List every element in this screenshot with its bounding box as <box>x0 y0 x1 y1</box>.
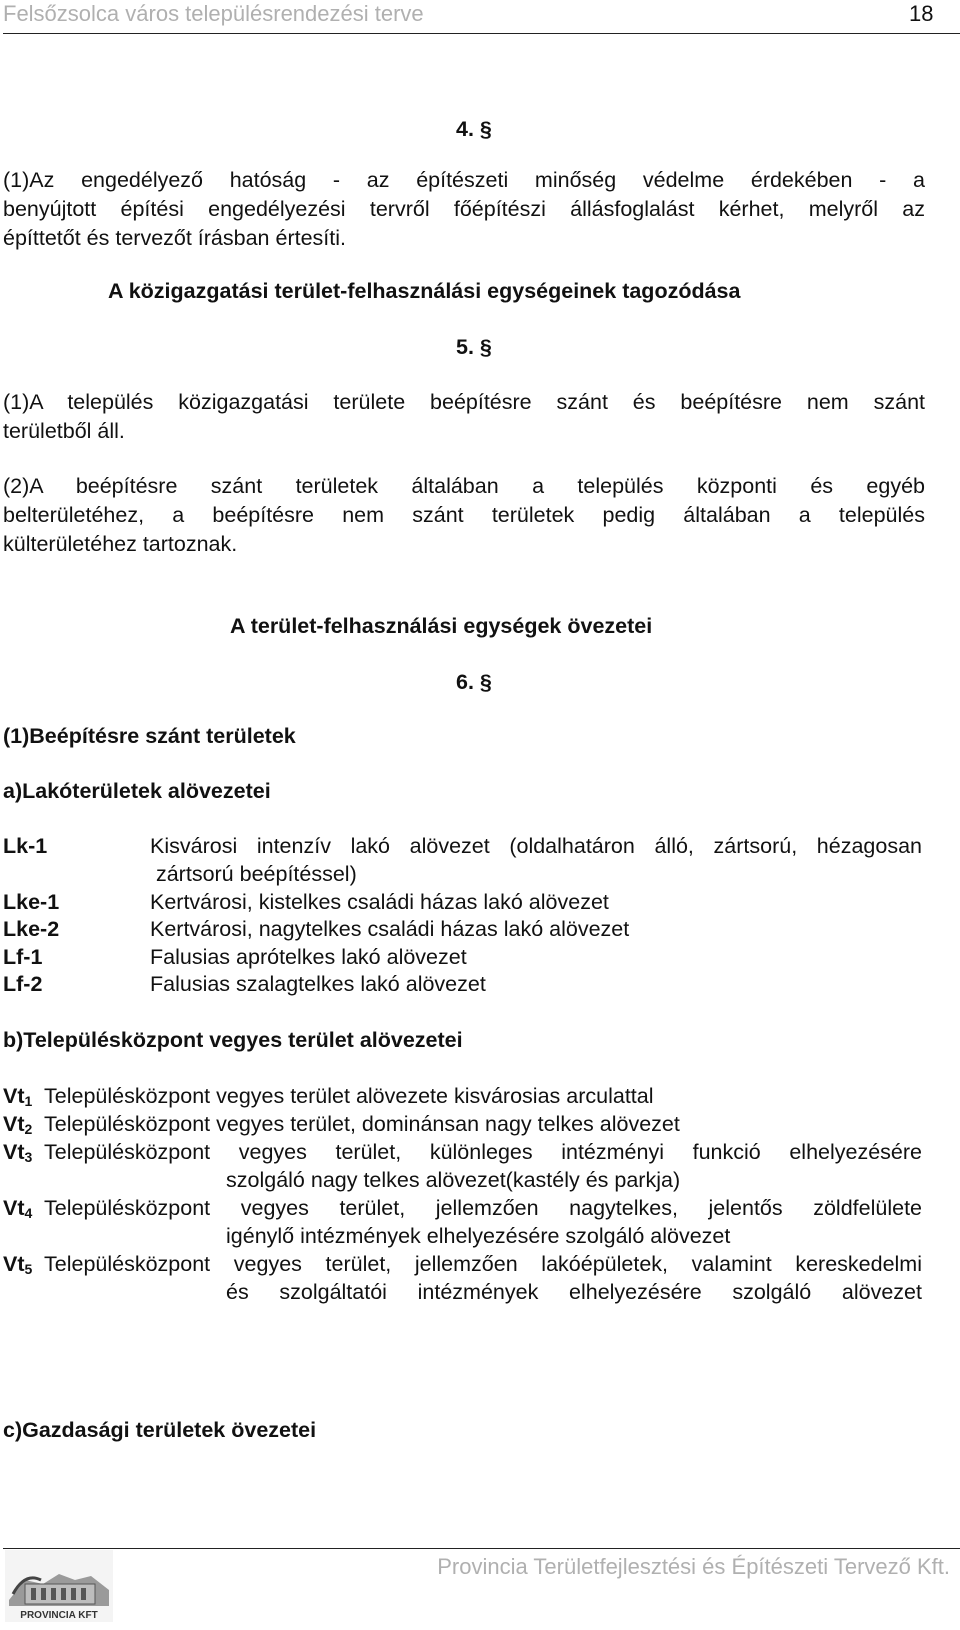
zone-code: Lke-2 <box>3 917 60 941</box>
zone-code: $Vt_1$ <box>3 1084 33 1109</box>
subheading-lakoteruletek: a)Lakóterületek alövezetei <box>3 779 271 803</box>
footer-divider <box>3 1548 960 1549</box>
zone-description: Kisvárosi intenzív lakó alövezet (oldalhatáron álló, zártsorú, hézagosan <box>150 834 922 858</box>
zone-description: Falusias aprótelkes lakó alövezet <box>150 945 467 969</box>
zone-description: Településközpont vegyes terület, különleges intézményi funkció elhelyezésére <box>44 1140 922 1164</box>
zone-code: $Vt_2$ <box>3 1112 33 1137</box>
section-4-p1-line1: (1)Az engedélyező hatóság - az építészeti minőség védelme érdekében - a <box>3 168 925 192</box>
document-title: Felsőzsolca város településrendezési terve <box>3 1 424 26</box>
zone-description: Kertvárosi, nagytelkes családi házas lakó alövezet <box>150 917 630 941</box>
zone-description-cont: zártsorú beépítéssel) <box>150 862 357 886</box>
zone-description: Kertvárosi, kistelkes családi házas lakó alövezet <box>150 890 609 914</box>
zone-code: Lke-1 <box>3 890 60 914</box>
zone-description: Településközpont vegyes terület alövezete kisvárosias arculattal <box>44 1084 654 1108</box>
zone-description: Falusias szalagtelkes lakó alövezet <box>150 972 486 996</box>
section-4-p1-line2: benyújtott építési engedélyezési tervről főépítészi állásfoglalást kérhet, melyről az <box>3 197 925 221</box>
section-4-p1-line3: építtetőt és tervezőt írásban értesíti. <box>3 226 346 250</box>
zone-code: Lf-2 <box>3 972 43 996</box>
subsection-beepitesre-szant: (1)Beépítésre szánt területek <box>3 724 296 748</box>
zone-code: $Vt_5$ <box>3 1252 33 1277</box>
zone-description: Településközpont vegyes terület, jellemzően nagytelkes, jelentős zöldfelülete <box>44 1196 922 1220</box>
heading-tagozodas: A közigazgatási terület-felhasználási egységeinek tagozódása <box>108 279 741 303</box>
section-5-p1-line1: (1)A település közigazgatási területe beépítésre szánt és beépítésre nem szánt <box>3 390 925 414</box>
heading-ovezetei: A terület-felhasználási egységek övezetei <box>230 614 653 638</box>
zone-description: Településközpont vegyes terület, dominánsan nagy telkes alövezet <box>44 1112 680 1136</box>
section-5-p1-line2: területből áll. <box>3 419 125 443</box>
zone-description-cont: és szolgáltatói intézmények elhelyezésére szolgáló alövezet <box>226 1280 922 1304</box>
section-5-p2-line2: belterületéhez, a beépítésre nem szánt területek pedig általában a település <box>3 503 925 527</box>
zone-description-cont: szolgáló nagy telkes alövezet(kastély és parkja) <box>226 1168 681 1192</box>
subheading-gazdasagi: c)Gazdasági területek övezetei <box>3 1418 317 1442</box>
footer-company: Provincia Területfejlesztési és Építészeti Tervező Kft. <box>437 1554 950 1579</box>
zone-description: Településközpont vegyes terület, jellemzően lakóépületek, valamint kereskedelmi <box>44 1252 922 1276</box>
logo-text: PROVINCIA KFT <box>20 1610 98 1621</box>
section-5-heading: 5. § <box>456 335 492 359</box>
subheading-telepuleskozpont: b)Településközpont vegyes terület alövezetei <box>3 1028 463 1052</box>
page-header <box>3 0 960 34</box>
zone-code: $Vt_3$ <box>3 1140 33 1165</box>
section-6-heading: 6. § <box>456 670 492 694</box>
zone-code: $Vt_4$ <box>3 1196 33 1221</box>
provincia-building-logo-icon <box>5 1550 113 1622</box>
section-4-heading: 4. § <box>456 117 492 141</box>
page-number: 18 <box>909 1 934 26</box>
section-5-p2-line1: (2)A beépítésre szánt területek általában a település központi és egyéb <box>3 474 925 498</box>
section-5-p2-line3: külterületéhez tartoznak. <box>3 532 238 556</box>
zone-code: Lf-1 <box>3 945 43 969</box>
zone-code: Lk-1 <box>3 834 48 858</box>
zone-description-cont: igénylő intézmények elhelyezésére szolgáló alövezet <box>226 1224 731 1248</box>
